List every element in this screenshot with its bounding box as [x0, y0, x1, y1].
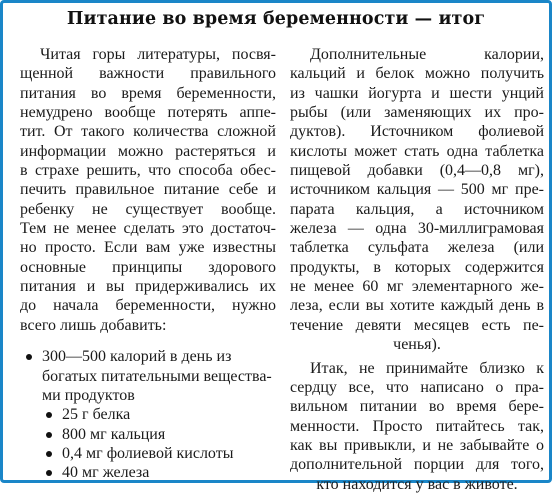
- text-line: рыбы (или заменяющих их про-: [290, 104, 544, 122]
- text-line: не менее 60 мг элементарного же-: [290, 278, 544, 296]
- bullet-icon: [46, 470, 52, 476]
- text-line: как вы привыкли, и не забывайте о: [290, 436, 544, 454]
- list-item-text: 25 г белка: [62, 406, 131, 424]
- text-line: пищевой добавки (0,4—0,8 мг),: [290, 162, 544, 180]
- bullet-list: [20, 347, 276, 482]
- list-item: [20, 444, 276, 463]
- text-line: кто находится у вас в животе.: [316, 475, 518, 493]
- list-item-text: 300—500 калорий в день из: [42, 348, 232, 366]
- left-column: [20, 45, 276, 483]
- text-line: немудрено вообще потерять аппе-: [20, 104, 276, 122]
- text-line: таблетка сульфата железа (или: [290, 239, 544, 257]
- text-line: питания во время беременности,: [20, 84, 276, 102]
- text-line: из чашки йогурта и шести унций: [290, 84, 544, 102]
- text-line: кальций и белок можно получить: [290, 65, 544, 83]
- text-line: дополнительной порции для того,: [290, 456, 544, 474]
- page-title: Питание во время беременности — итог: [66, 9, 486, 29]
- text-line: питания и вы придерживались их: [20, 278, 276, 296]
- text-line: информации можно растеряться и: [20, 142, 276, 160]
- text-line: всего лишь добавить:: [20, 316, 167, 334]
- text-line: сердцу все, что написано о пра-: [290, 378, 544, 396]
- right-column: [290, 45, 544, 494]
- text-line: Итак, не принимайте близко к: [310, 359, 544, 377]
- text-line: течение девяти месяцев есть пе-: [290, 316, 544, 334]
- list-item-text: ми продуктов: [42, 386, 135, 404]
- bullet-icon: [26, 354, 32, 360]
- text-line: Читая горы литературы, посвя-: [40, 46, 276, 63]
- bullet-icon: [46, 412, 52, 418]
- paragraph-gap: [20, 335, 276, 347]
- text-line: менности. Просто питайтесь так,: [290, 417, 544, 435]
- text-line: источником кальция — 500 мг пре-: [290, 181, 544, 199]
- text-line: леза, если вы хотите каждый день в: [290, 297, 544, 315]
- text-line: железа — одна 30-миллиграмовая: [290, 220, 544, 238]
- list-item-text: 800 мг кальция: [62, 425, 166, 443]
- text-line: Дополнительные калории,: [310, 46, 544, 63]
- list-item: [20, 405, 276, 424]
- list-item-text: богатых питательными вещества-: [42, 367, 272, 385]
- text-line: основные принципы здорового: [20, 258, 276, 276]
- bullet-icon: [46, 432, 52, 438]
- text-line: Тем не менее сделать это достаточ-: [20, 220, 276, 238]
- text-line: до начала беременности, нужно: [20, 297, 276, 315]
- text-line: щенной важности правильного: [20, 65, 276, 83]
- text-line: тит. От такого количества сложной: [20, 123, 276, 141]
- text-line: парата кальция, а источником: [290, 200, 544, 218]
- bullet-icon: [46, 451, 52, 457]
- text-line: ченья).: [393, 336, 441, 354]
- list-item: [20, 463, 276, 482]
- text-line: но просто. Если вам уже известны: [20, 239, 276, 257]
- text-line: продукты, в которых содержится: [290, 258, 544, 276]
- list-item-text: 0,4 мг фолиевой кислоты: [62, 444, 234, 462]
- list-item: [20, 347, 276, 366]
- list-item-text: 40 мг железа: [62, 464, 150, 482]
- text-line: печить правильное питание себе и: [20, 181, 276, 199]
- text-line: в страхе решить, что способа обес-: [20, 162, 276, 180]
- text-line: кислоты может стать одна таблетка: [290, 142, 544, 160]
- text-line: ребенку не существует вообще.: [20, 200, 276, 218]
- text-line: вильном питании во время бере-: [290, 398, 544, 416]
- list-item: [20, 425, 276, 444]
- text-line: дуктов). Источником фолиевой: [290, 123, 544, 141]
